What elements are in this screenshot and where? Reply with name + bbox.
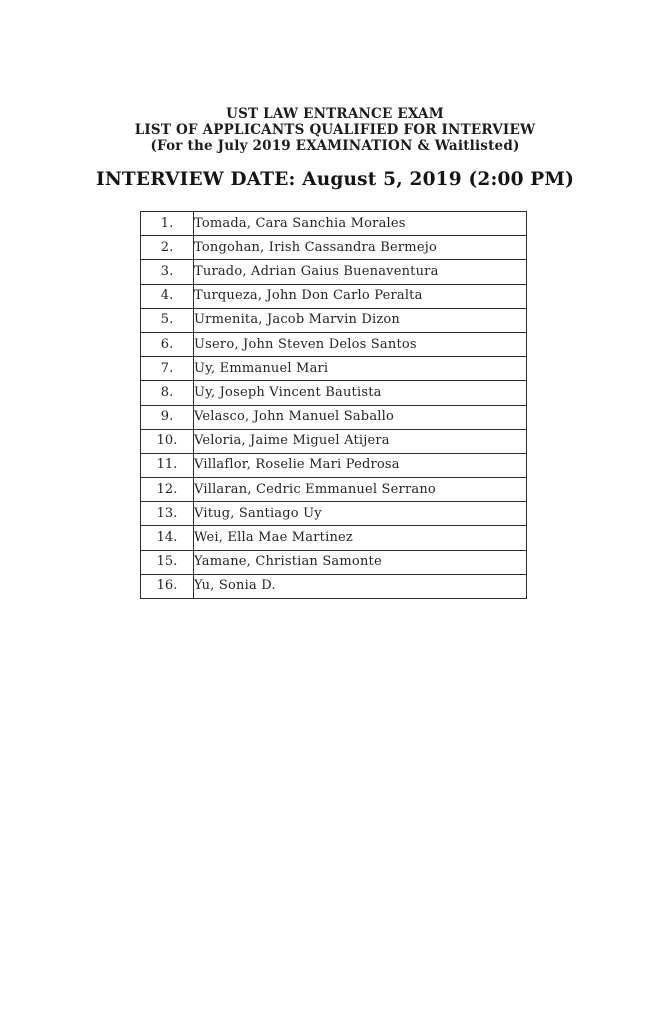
applicant-number: 3.: [141, 260, 194, 284]
applicant-name: Usero, John Steven Delos Santos: [194, 332, 527, 356]
applicant-number: 10.: [141, 429, 194, 453]
applicant-number: 9.: [141, 405, 194, 429]
applicant-name: Turado, Adrian Gaius Buenaventura: [194, 260, 527, 284]
applicant-name: Yu, Sonia D.: [194, 574, 527, 598]
doc-title-line-2: LIST OF APPLICANTS QUALIFIED FOR INTERVIEW: [134, 122, 536, 138]
applicant-number: 4.: [141, 284, 194, 308]
applicant-number: 14.: [141, 526, 194, 550]
table-row: [141, 478, 527, 502]
table-row: [141, 550, 527, 574]
applicant-name: Villaran, Cedric Emmanuel Serrano: [194, 478, 527, 502]
applicant-name: Wei, Ella Mae Martinez: [194, 526, 527, 550]
applicant-name: Velasco, John Manuel Saballo: [194, 405, 527, 429]
applicant-number: 13.: [141, 502, 194, 526]
doc-title-line-3: (For the July 2019 EXAMINATION & Waitlisted): [150, 138, 520, 154]
applicants-tbody: [141, 212, 527, 599]
table-row: [141, 212, 527, 236]
interview-date-heading: INTERVIEW DATE: August 5, 2019 (2:00 PM): [95, 169, 575, 190]
table-row: [141, 260, 527, 284]
table-row: [141, 332, 527, 356]
table-row: [141, 526, 527, 550]
table-row: [141, 284, 527, 308]
applicant-number: 7.: [141, 357, 194, 381]
table-row: [141, 308, 527, 332]
applicant-number: 6.: [141, 332, 194, 356]
applicant-name: Tongohan, Irish Cassandra Bermejo: [194, 236, 527, 260]
table-row: [141, 429, 527, 453]
applicant-number: 11.: [141, 453, 194, 477]
table-row: [141, 405, 527, 429]
applicant-name: Veloria, Jaime Miguel Atijera: [194, 429, 527, 453]
applicant-name: Tomada, Cara Sanchia Morales: [194, 212, 527, 236]
applicant-number: 16.: [141, 574, 194, 598]
applicant-number: 5.: [141, 308, 194, 332]
applicant-number: 8.: [141, 381, 194, 405]
applicant-number: 12.: [141, 478, 194, 502]
table-row: [141, 502, 527, 526]
document-header: [0, 0, 670, 191]
applicant-name: Villaflor, Roselie Mari Pedrosa: [194, 453, 527, 477]
table-row: [141, 453, 527, 477]
applicant-name: Urmenita, Jacob Marvin Dizon: [194, 308, 527, 332]
applicant-name: Yamane, Christian Samonte: [194, 550, 527, 574]
applicant-name: Turqueza, John Don Carlo Peralta: [194, 284, 527, 308]
applicant-number: 15.: [141, 550, 194, 574]
applicant-name: Uy, Joseph Vincent Bautista: [194, 381, 527, 405]
table-row: [141, 574, 527, 598]
doc-title-line-1: UST LAW ENTRANCE EXAM: [226, 106, 444, 122]
applicant-name: Vitug, Santiago Uy: [194, 502, 527, 526]
applicant-name: Uy, Emmanuel Mari: [194, 357, 527, 381]
applicants-table: [140, 211, 527, 599]
applicant-number: 2.: [141, 236, 194, 260]
applicant-number: 1.: [141, 212, 194, 236]
table-row: [141, 381, 527, 405]
table-row: [141, 357, 527, 381]
table-row: [141, 236, 527, 260]
